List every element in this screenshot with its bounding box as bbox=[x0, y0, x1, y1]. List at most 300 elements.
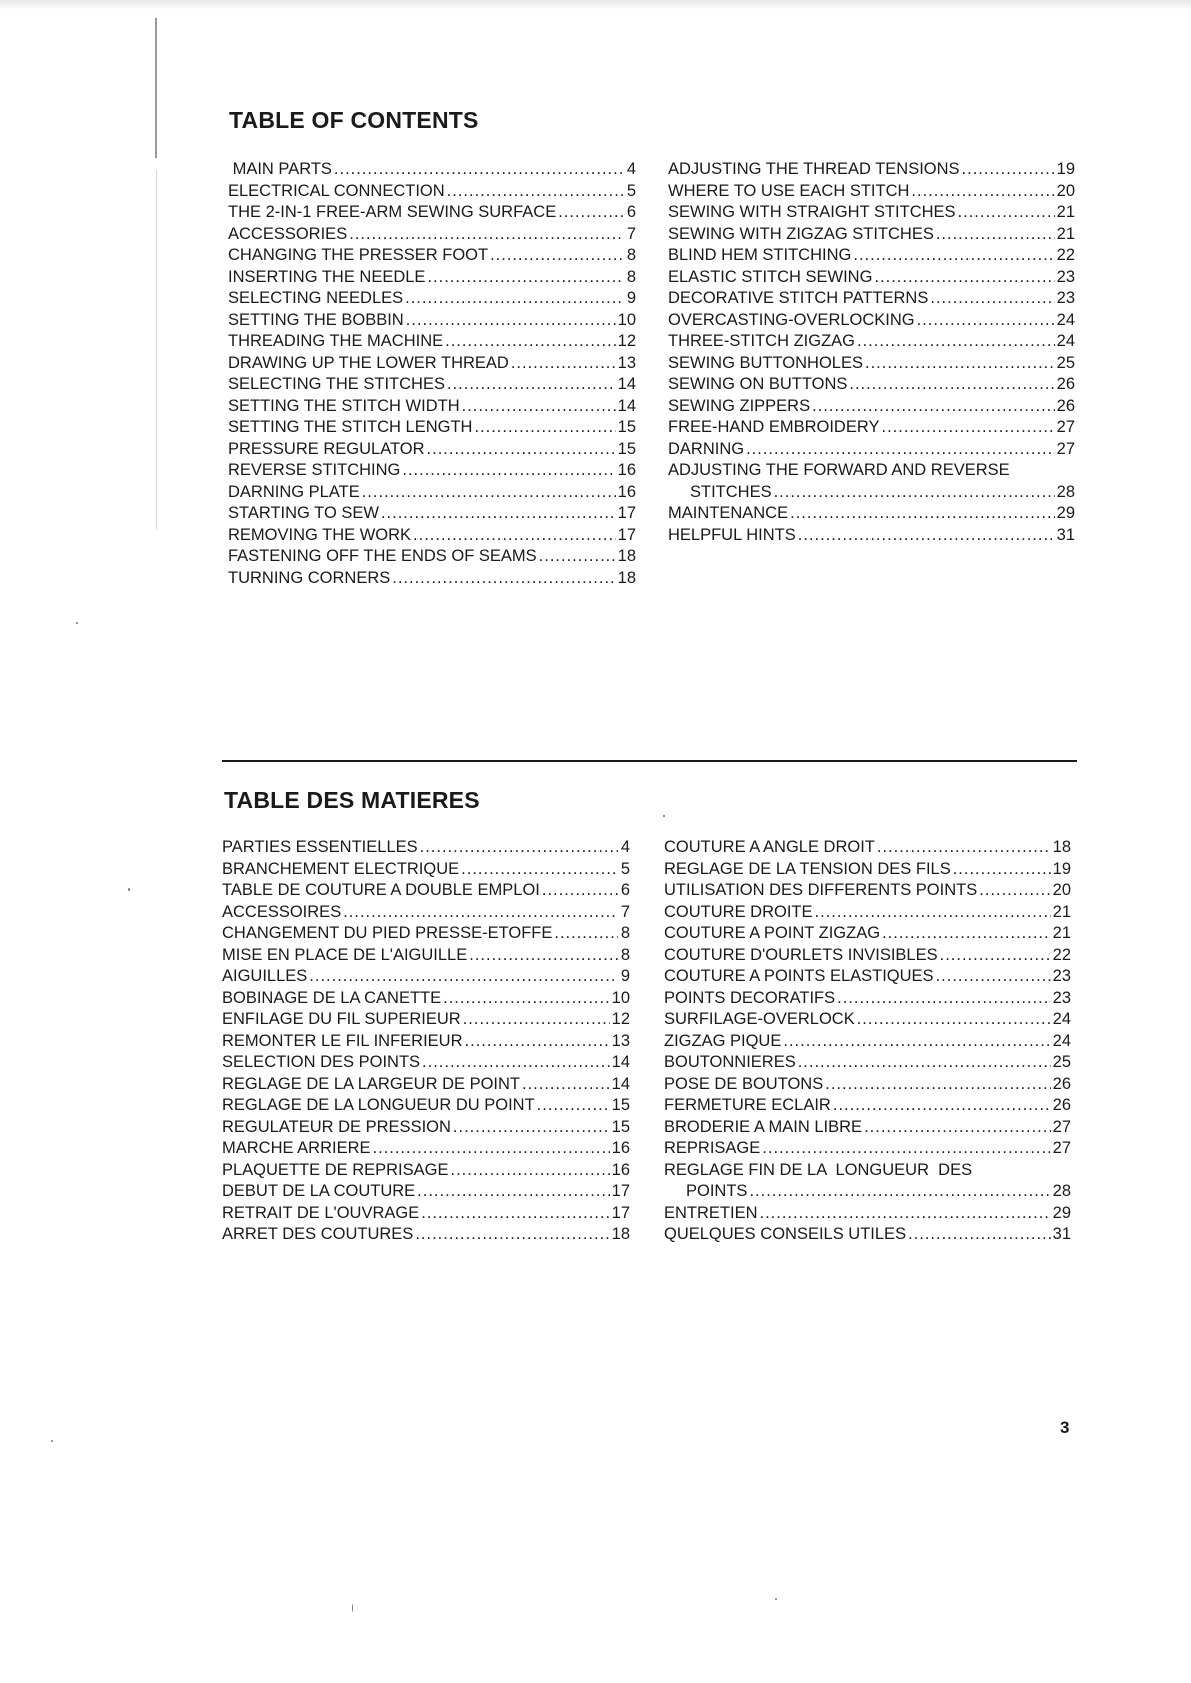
dot-leader bbox=[936, 224, 1055, 246]
dot-leader bbox=[417, 1181, 609, 1203]
toc-entry-title: SEWING ON BUTTONS bbox=[668, 375, 848, 393]
toc-entry-title: REGLAGE DE LA TENSION DES FILS bbox=[664, 859, 951, 878]
dot-leader bbox=[490, 245, 624, 267]
toc-entry-title: MAIN PARTS bbox=[228, 160, 332, 178]
toc-entry-page: 14 bbox=[611, 1074, 630, 1093]
toc-entry-page: 24 bbox=[1056, 310, 1075, 329]
toc-entry bbox=[222, 1095, 630, 1117]
toc-entry-title: WHERE TO USE EACH STITCH bbox=[668, 181, 910, 200]
toc-entry-page: 21 bbox=[1056, 224, 1075, 243]
toc-entry-page: 24 bbox=[1052, 1031, 1071, 1050]
dot-leader bbox=[469, 945, 618, 967]
dot-leader bbox=[461, 859, 618, 881]
toc-entry-page: 9 bbox=[626, 289, 636, 307]
toc-entry bbox=[668, 202, 1075, 224]
dot-leader bbox=[798, 1052, 1051, 1074]
dot-leader bbox=[511, 353, 616, 375]
toc-entry-page: 18 bbox=[617, 547, 636, 565]
toc-entry bbox=[664, 945, 1071, 967]
toc-entry bbox=[664, 1117, 1071, 1139]
toc-entry bbox=[664, 1203, 1071, 1225]
dot-leader bbox=[857, 331, 1055, 353]
toc-entry-title: DRAWING UP THE LOWER THREAD bbox=[228, 353, 509, 372]
dot-leader bbox=[309, 966, 618, 988]
dot-leader bbox=[443, 988, 610, 1010]
toc-entry-title: SETTING THE BOBBIN bbox=[228, 310, 404, 329]
dot-leader bbox=[749, 1181, 1050, 1203]
dot-leader bbox=[936, 966, 1051, 988]
toc-entry-title: FASTENING OFF THE ENDS OF SEAMS bbox=[228, 547, 537, 565]
toc-entry bbox=[664, 1138, 1071, 1160]
toc-entry-page: 20 bbox=[1056, 181, 1075, 200]
toc-entry-title: ENTRETIEN bbox=[664, 1203, 758, 1222]
dot-leader bbox=[815, 902, 1051, 924]
toc-entry-page: 21 bbox=[1056, 203, 1075, 221]
toc-entry bbox=[668, 374, 1075, 396]
toc-entry-title: BOBINAGE DE LA CANETTE bbox=[222, 988, 442, 1007]
toc-entry-page: 16 bbox=[611, 1139, 630, 1157]
toc-entry bbox=[668, 503, 1075, 525]
dot-leader bbox=[422, 1052, 610, 1074]
dot-leader bbox=[849, 374, 1054, 396]
toc-entry-page: 15 bbox=[617, 439, 636, 458]
toc-entry-title: DARNING PLATE bbox=[228, 482, 360, 501]
dot-leader bbox=[427, 267, 624, 289]
toc-entry bbox=[228, 181, 636, 203]
toc-entry-title: SEWING WITH ZIGZAG STITCHES bbox=[668, 224, 934, 243]
dot-leader bbox=[746, 439, 1055, 461]
toc-entry-page: 16 bbox=[617, 461, 636, 479]
toc-entry bbox=[228, 267, 636, 289]
toc-entry-title: ELASTIC STITCH SEWING bbox=[668, 267, 873, 286]
toc-entry-title: SEWING WITH STRAIGHT STITCHES bbox=[668, 203, 956, 221]
toc-entry-page: 18 bbox=[611, 1225, 630, 1243]
dot-leader bbox=[917, 310, 1055, 332]
dot-leader bbox=[962, 159, 1055, 181]
toc-entry-title: SEWING ZIPPERS bbox=[668, 396, 811, 415]
toc-entry-page: 29 bbox=[1056, 504, 1075, 522]
toc-entry bbox=[664, 1031, 1071, 1053]
toc-entry-page: 27 bbox=[1056, 418, 1075, 436]
dot-leader bbox=[783, 1031, 1050, 1053]
toc-entry-page: 12 bbox=[617, 332, 636, 350]
dot-leader bbox=[853, 245, 1054, 267]
toc-entry-page: 14 bbox=[617, 396, 636, 415]
dot-leader bbox=[453, 1117, 610, 1139]
toc-entry bbox=[668, 396, 1075, 418]
contents-heading: TABLE OF CONTENTS bbox=[229, 107, 479, 133]
toc-entry-title: HELPFUL HINTS bbox=[668, 525, 796, 544]
toc-entry bbox=[664, 837, 1071, 859]
dot-leader bbox=[522, 1074, 610, 1096]
toc-entry bbox=[668, 331, 1075, 353]
toc-entry-title: BRODERIE A MAIN LIBRE bbox=[664, 1117, 863, 1136]
toc-entry-title: ACCESSORIES bbox=[228, 224, 348, 243]
dot-leader bbox=[837, 988, 1051, 1010]
toc-entry-page: 14 bbox=[617, 375, 636, 393]
toc-entry-title: INSERTING THE NEEDLE bbox=[228, 267, 426, 286]
toc-entry bbox=[222, 988, 630, 1010]
scan-speck bbox=[76, 622, 78, 624]
toc-entry-title: MISE EN PLACE DE L'AIGUILLE bbox=[222, 945, 468, 964]
toc-entry bbox=[668, 181, 1075, 203]
dot-leader bbox=[373, 1138, 610, 1160]
dot-leader bbox=[447, 181, 624, 203]
page-number: 3 bbox=[1060, 1418, 1070, 1437]
toc-entry-page: 28 bbox=[1052, 1182, 1071, 1200]
toc-entry-page: 26 bbox=[1056, 396, 1075, 415]
toc-entry-title: REMONTER LE FIL INFERIEUR bbox=[222, 1031, 463, 1050]
toc-entry-title: DARNING bbox=[668, 439, 745, 458]
toc-entry-page: 18 bbox=[617, 568, 636, 587]
toc-entry bbox=[228, 546, 636, 568]
toc-entry-page: 27 bbox=[1052, 1117, 1071, 1136]
toc-entry bbox=[228, 396, 636, 418]
toc-entry-title: TURNING CORNERS bbox=[228, 568, 391, 587]
dot-leader bbox=[462, 396, 616, 418]
dot-leader bbox=[857, 1009, 1051, 1031]
toc-entry-page: 8 bbox=[626, 267, 636, 286]
dot-leader bbox=[537, 1095, 610, 1117]
toc-entry-page: 29 bbox=[1052, 1203, 1071, 1222]
toc-entry-title: SELECTING NEEDLES bbox=[228, 289, 404, 307]
toc-entry-title: PRESSURE REGULATOR bbox=[228, 439, 425, 458]
toc-entry-title: MAINTENANCE bbox=[668, 504, 789, 522]
toc-entry-title: DEBUT DE LA COUTURE bbox=[222, 1182, 416, 1200]
dot-leader bbox=[877, 837, 1051, 859]
toc-entry bbox=[668, 224, 1075, 246]
dot-leader bbox=[405, 288, 624, 310]
toc-entry bbox=[668, 417, 1075, 439]
dot-leader bbox=[421, 1203, 609, 1225]
scan-speck bbox=[128, 888, 130, 891]
toc-entry bbox=[222, 1160, 630, 1182]
dot-leader bbox=[911, 181, 1054, 203]
toc-entry-title: COUTURE A ANGLE DROIT bbox=[664, 838, 875, 856]
binder-line bbox=[155, 18, 157, 158]
dot-leader bbox=[447, 374, 616, 396]
section-divider bbox=[222, 760, 1077, 762]
toc-entry-title: ACCESSOIRES bbox=[222, 902, 342, 921]
toc-entry-page: 17 bbox=[617, 525, 636, 544]
toc-entry-page: 10 bbox=[611, 988, 630, 1007]
toc-entry bbox=[228, 482, 636, 504]
toc-entry bbox=[222, 945, 630, 967]
toc-entry-page: 17 bbox=[611, 1182, 630, 1200]
scan-speck bbox=[663, 815, 665, 817]
toc-entry bbox=[664, 1009, 1071, 1031]
toc-entry-page: 16 bbox=[617, 482, 636, 501]
toc-entry-title: ENFILAGE DU FIL SUPERIEUR bbox=[222, 1010, 461, 1028]
toc-entry bbox=[228, 310, 636, 332]
toc-entry-title: POINTS bbox=[686, 1182, 748, 1200]
toc-entry-title: REVERSE STITCHING bbox=[228, 461, 401, 479]
dot-leader bbox=[908, 1224, 1051, 1246]
toc-entry bbox=[228, 353, 636, 375]
toc-entry-page: 23 bbox=[1052, 967, 1071, 985]
toc-entry-title: RETRAIT DE L'OUVRAGE bbox=[222, 1203, 420, 1222]
toc-entry bbox=[664, 988, 1071, 1010]
toc-entry-page: 21 bbox=[1052, 902, 1071, 921]
toc-entry-title: SETTING THE STITCH LENGTH bbox=[228, 418, 473, 436]
toc-entry bbox=[664, 1074, 1071, 1096]
dot-leader bbox=[762, 1138, 1050, 1160]
toc-entry bbox=[228, 224, 636, 246]
dot-leader bbox=[445, 331, 616, 353]
toc-entry bbox=[222, 1181, 630, 1203]
toc-entry-page: 26 bbox=[1052, 1074, 1071, 1093]
dot-leader bbox=[774, 482, 1055, 504]
toc-entry-page: 25 bbox=[1056, 353, 1075, 372]
dot-leader bbox=[450, 1160, 609, 1182]
toc-entry bbox=[664, 1181, 1071, 1203]
toc-entry-title: COUTURE A POINT ZIGZAG bbox=[664, 924, 881, 942]
scan-speck bbox=[775, 1598, 777, 1600]
toc-entry-title: PARTIES ESSENTIELLES bbox=[222, 838, 418, 856]
dot-leader bbox=[812, 396, 1055, 418]
toc-entry-title: STITCHES bbox=[690, 482, 772, 501]
toc-entry-title: THE 2-IN-1 FREE-ARM SEWING SURFACE bbox=[228, 203, 557, 221]
toc-entry-title: CHANGING THE PRESSER FOOT bbox=[228, 246, 489, 264]
toc-entry-title: FREE-HAND EMBROIDERY bbox=[668, 418, 880, 436]
dot-leader bbox=[881, 417, 1054, 439]
toc-english-left-column bbox=[228, 159, 636, 589]
toc-entry-page: 13 bbox=[617, 353, 636, 372]
toc-entry-title: SELECTING THE STITCHES bbox=[228, 375, 445, 393]
toc-entry-page: 15 bbox=[611, 1096, 630, 1114]
toc-entry-title: SEWING BUTTONHOLES bbox=[668, 353, 863, 372]
dot-leader bbox=[833, 1095, 1051, 1117]
dot-leader bbox=[825, 1074, 1050, 1096]
dot-leader bbox=[953, 859, 1051, 881]
toc-entry-page: 12 bbox=[611, 1010, 630, 1028]
toc-entry-page: 8 bbox=[620, 924, 630, 942]
dot-leader bbox=[474, 417, 615, 439]
toc-entry-page: 7 bbox=[620, 902, 630, 921]
toc-entry-page: 15 bbox=[611, 1117, 630, 1136]
toc-entry-title: POINTS DECORATIFS bbox=[664, 988, 836, 1007]
toc-entry bbox=[668, 159, 1075, 181]
toc-french-left-column bbox=[222, 837, 630, 1246]
toc-entry-title: COUTURE D'OURLETS INVISIBLES bbox=[664, 945, 938, 964]
toc-entry-title: SURFILAGE-OVERLOCK bbox=[664, 1010, 855, 1028]
dot-leader bbox=[463, 1009, 610, 1031]
toc-entry bbox=[668, 482, 1075, 504]
toc-entry bbox=[228, 525, 636, 547]
toc-entry-title: POSE DE BOUTONS bbox=[664, 1074, 824, 1093]
toc-entry-title: REGLAGE FIN DE LA LONGUEUR DES bbox=[664, 1160, 973, 1179]
dot-leader bbox=[979, 880, 1050, 902]
scan-speck bbox=[352, 1604, 353, 1612]
toc-entry bbox=[222, 902, 630, 924]
toc-entry-title: ADJUSTING THE THREAD TENSIONS bbox=[668, 160, 960, 178]
toc-entry bbox=[228, 374, 636, 396]
dot-leader bbox=[539, 546, 616, 568]
toc-entry-page: 27 bbox=[1052, 1139, 1071, 1157]
toc-entry bbox=[222, 1138, 630, 1160]
toc-entry bbox=[228, 568, 636, 590]
toc-entry bbox=[664, 1052, 1071, 1074]
toc-entry bbox=[222, 923, 630, 945]
toc-entry-title: REGLAGE DE LA LARGEUR DE POINT bbox=[222, 1074, 520, 1093]
dot-leader bbox=[798, 525, 1055, 547]
toc-entry-title: TABLE DE COUTURE A DOUBLE EMPLOI bbox=[222, 881, 540, 899]
dot-leader bbox=[958, 202, 1055, 224]
binder-line-faint bbox=[156, 170, 157, 530]
toc-entry-page: 23 bbox=[1052, 988, 1071, 1007]
toc-entry bbox=[668, 353, 1075, 375]
toc-entry-title: BRANCHEMENT ELECTRIQUE bbox=[222, 859, 460, 878]
toc-entry-page: 4 bbox=[626, 160, 636, 178]
toc-entry bbox=[222, 1203, 630, 1225]
toc-entry-title: COUTURE DROITE bbox=[664, 902, 813, 921]
toc-entry-page: 20 bbox=[1052, 881, 1071, 899]
toc-entry-title: DECORATIVE STITCH PATTERNS bbox=[668, 289, 929, 307]
toc-entry bbox=[228, 245, 636, 267]
toc-entry-page: 5 bbox=[620, 859, 630, 878]
toc-entry bbox=[222, 1074, 630, 1096]
toc-entry-page: 18 bbox=[1052, 838, 1071, 856]
toc-entry bbox=[668, 267, 1075, 289]
toc-entry-title: BOUTONNIERES bbox=[664, 1053, 796, 1071]
toc-entry bbox=[222, 837, 630, 859]
toc-french-right-column bbox=[664, 837, 1071, 1246]
dot-leader bbox=[865, 353, 1055, 375]
dot-leader bbox=[381, 503, 616, 525]
toc-entry bbox=[222, 1224, 630, 1246]
toc-entry-title: THREADING THE MACHINE bbox=[228, 332, 444, 350]
matieres-heading: TABLE DES MATIERES bbox=[224, 787, 480, 813]
toc-entry bbox=[664, 880, 1071, 902]
toc-entry-page: 9 bbox=[620, 967, 630, 985]
dot-leader bbox=[362, 482, 616, 504]
toc-entry-page: 28 bbox=[1056, 482, 1075, 501]
toc-entry bbox=[222, 1117, 630, 1139]
toc-entry bbox=[228, 417, 636, 439]
dot-leader bbox=[940, 945, 1051, 967]
dot-leader bbox=[420, 837, 618, 859]
toc-entry bbox=[668, 439, 1075, 461]
toc-entry-title: MARCHE ARRIERE bbox=[222, 1139, 371, 1157]
toc-entry-title: CHANGEMENT DU PIED PRESSE-ETOFFE bbox=[222, 924, 553, 942]
toc-entry-page: 5 bbox=[626, 181, 636, 200]
toc-entry bbox=[668, 525, 1075, 547]
toc-entry-title: REGULATEUR DE PRESSION bbox=[222, 1117, 451, 1136]
toc-entry bbox=[228, 460, 636, 482]
toc-entry bbox=[222, 1031, 630, 1053]
toc-entry-title: SELECTION DES POINTS bbox=[222, 1053, 421, 1071]
toc-entry-page: 8 bbox=[626, 246, 636, 264]
dot-leader bbox=[864, 1117, 1051, 1139]
toc-entry bbox=[228, 503, 636, 525]
toc-entry-title: COUTURE A POINTS ELASTIQUES bbox=[664, 967, 934, 985]
scan-speck bbox=[51, 1440, 53, 1442]
toc-entry-page: 21 bbox=[1052, 924, 1071, 942]
toc-entry bbox=[664, 902, 1071, 924]
toc-entry-page: 17 bbox=[611, 1203, 630, 1222]
toc-entry-title: ZIGZAG PIQUE bbox=[664, 1031, 782, 1050]
dot-leader bbox=[402, 460, 615, 482]
toc-entry-page: 25 bbox=[1052, 1053, 1071, 1071]
toc-entry-title: AIGUILLES bbox=[222, 967, 308, 985]
toc-entry-title: ADJUSTING THE FORWARD AND REVERSE bbox=[668, 461, 1010, 479]
toc-entry bbox=[228, 202, 636, 224]
toc-entry-page: 24 bbox=[1052, 1010, 1071, 1028]
toc-entry-title: THREE-STITCH ZIGZAG bbox=[668, 332, 855, 350]
toc-entry bbox=[228, 288, 636, 310]
toc-entry-page: 10 bbox=[617, 310, 636, 329]
toc-entry-title: UTILISATION DES DIFFERENTS POINTS bbox=[664, 881, 978, 899]
dot-leader bbox=[349, 224, 624, 246]
dot-leader bbox=[415, 1224, 609, 1246]
toc-entry bbox=[668, 245, 1075, 267]
toc-entry-page: 31 bbox=[1056, 525, 1075, 544]
dot-leader bbox=[343, 902, 618, 924]
toc-entry-title: BLIND HEM STITCHING bbox=[668, 246, 852, 264]
toc-entry bbox=[222, 966, 630, 988]
toc-entry-page: 8 bbox=[620, 945, 630, 964]
toc-entry-title: ELECTRICAL CONNECTION bbox=[228, 181, 445, 200]
toc-entry-title: REPRISAGE bbox=[664, 1139, 761, 1157]
toc-entry-page: 19 bbox=[1052, 859, 1071, 878]
toc-entry bbox=[222, 1009, 630, 1031]
toc-entry-title: REGLAGE DE LA LONGUEUR DU POINT bbox=[222, 1096, 535, 1114]
toc-entry-page: 24 bbox=[1056, 332, 1075, 350]
toc-entry-page: 13 bbox=[611, 1031, 630, 1050]
toc-entry bbox=[228, 439, 636, 461]
dot-leader bbox=[882, 923, 1051, 945]
dot-leader bbox=[465, 1031, 610, 1053]
toc-entry-page: 15 bbox=[617, 418, 636, 436]
toc-entry-page: 23 bbox=[1056, 267, 1075, 286]
toc-entry-page: 6 bbox=[626, 203, 636, 221]
toc-entry-title: QUELQUES CONSEILS UTILES bbox=[664, 1225, 907, 1243]
toc-entry bbox=[222, 1052, 630, 1074]
dot-leader bbox=[542, 880, 618, 902]
dot-leader bbox=[930, 288, 1054, 310]
toc-entry-page: 19 bbox=[1056, 160, 1075, 178]
toc-entry-page: 31 bbox=[1052, 1225, 1071, 1243]
toc-entry-title: OVERCASTING-OVERLOCKING bbox=[668, 310, 915, 329]
toc-entry bbox=[664, 966, 1071, 988]
toc-entry-page: 26 bbox=[1056, 375, 1075, 393]
toc-entry bbox=[664, 1224, 1071, 1246]
dot-leader bbox=[413, 525, 616, 547]
dot-leader bbox=[427, 439, 616, 461]
toc-entry bbox=[668, 288, 1075, 310]
dot-leader bbox=[392, 568, 615, 590]
toc-entry-page: 16 bbox=[611, 1160, 630, 1179]
toc-entry bbox=[664, 1095, 1071, 1117]
toc-entry bbox=[228, 331, 636, 353]
toc-entry bbox=[664, 1160, 1071, 1182]
toc-entry-page: 27 bbox=[1056, 439, 1075, 458]
dot-leader bbox=[874, 267, 1054, 289]
toc-entry bbox=[664, 859, 1071, 881]
toc-entry-page: 6 bbox=[620, 881, 630, 899]
toc-entry-title: REMOVING THE WORK bbox=[228, 525, 412, 544]
toc-entry-page: 7 bbox=[626, 224, 636, 243]
toc-entry-title: PLAQUETTE DE REPRISAGE bbox=[222, 1160, 449, 1179]
dot-leader bbox=[554, 923, 618, 945]
toc-entry-title: FERMETURE ECLAIR bbox=[664, 1096, 831, 1114]
toc-entry bbox=[668, 310, 1075, 332]
scan-edge bbox=[0, 0, 1191, 10]
toc-entry bbox=[228, 159, 636, 181]
toc-entry-page: 17 bbox=[617, 504, 636, 522]
toc-entry-page: 22 bbox=[1052, 945, 1071, 964]
toc-entry-title: STARTING TO SEW bbox=[228, 504, 379, 522]
